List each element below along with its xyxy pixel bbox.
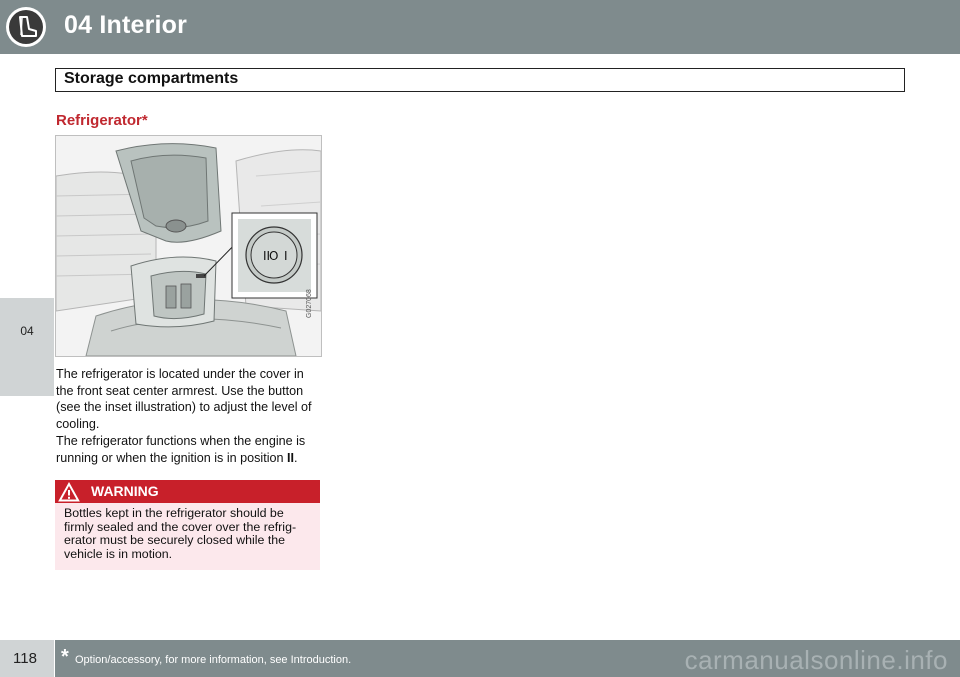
warning-body: [55, 503, 320, 570]
watermark: carmanualsonline.info: [684, 645, 948, 675]
inset-label-ii: II: [263, 249, 271, 263]
page-footer: [0, 640, 960, 677]
section-bar: [55, 68, 905, 92]
warning-header: [55, 480, 320, 503]
ignition-position: II: [287, 450, 295, 465]
seat-glyph: [9, 10, 43, 44]
warning-text: Bottles kept in the refrigerator should be firmly sealed and the cover over the refrig-erator must be securely closed while the vehicle is in motion.: [64, 506, 297, 561]
footnote-star: *: [61, 646, 69, 668]
chapter-icon-box: [0, 0, 54, 54]
chapter-sidebar: [0, 54, 54, 640]
inset-label-o: O: [269, 249, 279, 263]
footnote-text: Option/accessory, for more information, see Introduction.: [75, 654, 352, 666]
warning-triangle-icon: [58, 482, 80, 502]
page-number: 118: [13, 650, 37, 667]
paragraph-2-text: The refrigerator functions when the engine is running or when the ignition is in position: [56, 434, 306, 465]
paragraph-2-end: .: [294, 450, 298, 465]
paragraph-2: [56, 433, 322, 466]
section-title: Storage compartments: [64, 70, 239, 87]
inset-label-i: I: [284, 249, 288, 263]
warning-title: WARNING: [91, 483, 159, 499]
seat-icon: [6, 7, 46, 47]
chapter-header: [0, 0, 960, 54]
sidebar-chapter-number: 04: [20, 324, 34, 338]
refrigerator-illustration: [55, 135, 322, 357]
article-heading: Refrigerator*: [56, 112, 148, 129]
footer-bar: [55, 640, 960, 677]
paragraph-1: The refrigerator is located under the cover in the front seat center armrest. Use the button (see the inset illustration) to adjust the level of cooling.: [56, 367, 312, 431]
page-number-box: [0, 640, 54, 677]
figure-code: G027068: [306, 289, 313, 318]
inset-labels: [56, 136, 321, 356]
sidebar-chapter-tab[interactable]: [0, 298, 54, 396]
chapter-title: 04 Interior: [64, 11, 188, 39]
